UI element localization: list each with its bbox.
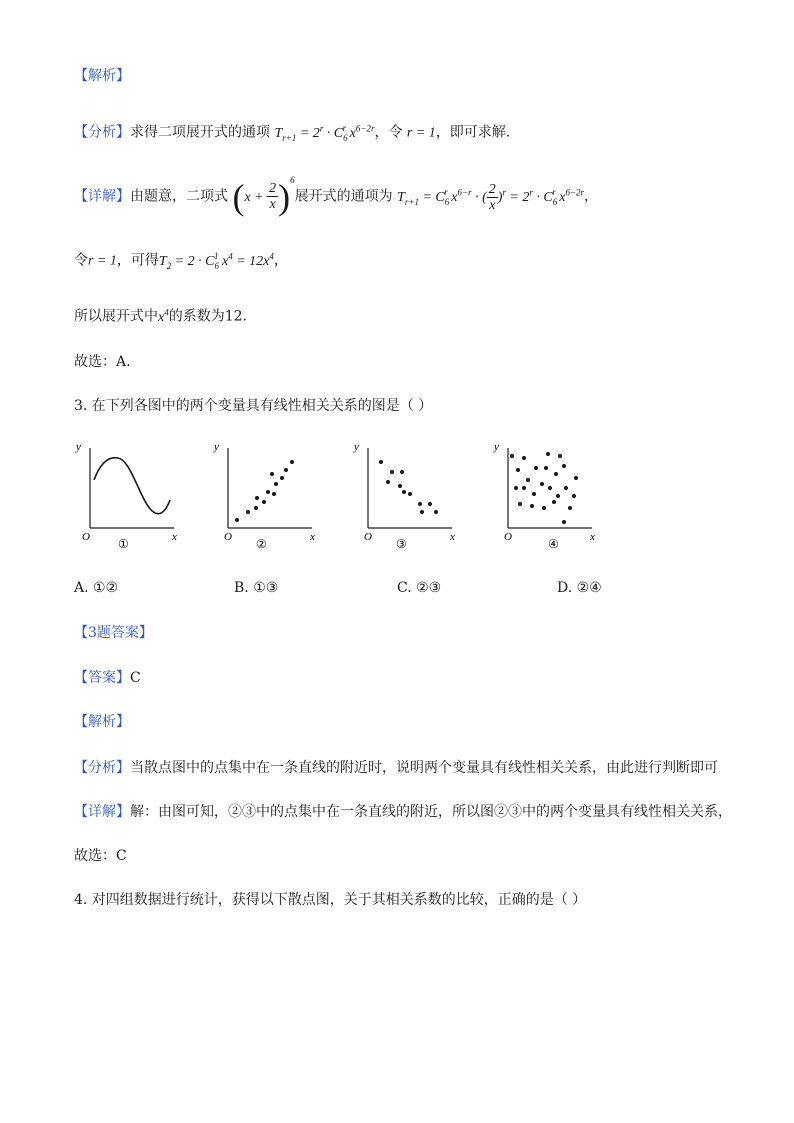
analysis-text-a: 求得二项展开式的通项 bbox=[130, 124, 270, 141]
q3-analysis-header: 【解析】 bbox=[74, 714, 130, 730]
detail-text-a: 由题意，二项式 bbox=[130, 188, 228, 205]
t2-formula: $T_2 = 2 \cdot C_6^1$ $x^4 = 12x^4$ bbox=[158, 251, 274, 271]
let-r-equals-1: r = 1 bbox=[88, 253, 117, 269]
let-text-c: ， bbox=[273, 252, 288, 269]
q2-detail-line bbox=[74, 172, 598, 221]
detail-label: 【详解】 bbox=[74, 188, 130, 205]
q3-answer-line bbox=[74, 668, 141, 688]
q3-detail-text: 解：由图可知，②③中的点集中在一条直线的附近，所以图②③中的两个变量具有线性相关关系， bbox=[130, 804, 732, 820]
plot-2-x-label: x bbox=[310, 531, 315, 543]
plot-2-points bbox=[235, 460, 294, 522]
plot-1-curve bbox=[94, 458, 170, 514]
let-text-b: ，可得 bbox=[116, 252, 159, 269]
q3-analysis-line bbox=[74, 758, 718, 778]
q2-let-line bbox=[74, 246, 288, 275]
analysis-text-b: ，令 bbox=[374, 124, 403, 141]
choice-d: D. ②④ bbox=[557, 580, 602, 596]
q2-analysis-line bbox=[74, 118, 510, 147]
q3-detail-label: 【详解】 bbox=[74, 804, 130, 820]
analysis-label: 【分析】 bbox=[74, 124, 130, 141]
plot-4-x-label: x bbox=[590, 531, 595, 543]
plot-1-y-label: y bbox=[76, 441, 81, 453]
plot-4-y-label: y bbox=[494, 441, 499, 453]
plot-3-y-label: y bbox=[354, 441, 359, 453]
plot-4-origin: O bbox=[504, 531, 512, 543]
r-equals-1: r = 1 bbox=[406, 125, 436, 141]
answer-value: C bbox=[130, 670, 141, 686]
plot-1-x-label: x bbox=[172, 531, 177, 543]
plot-4 bbox=[490, 436, 600, 560]
plot-3-origin: O bbox=[364, 531, 372, 543]
choice-c: C. ②③ bbox=[397, 580, 442, 596]
q3-choice-line: 故选：C bbox=[74, 848, 127, 864]
plot-3 bbox=[350, 436, 460, 560]
let-text-a: 令 bbox=[74, 252, 88, 269]
plot-2-y-label: y bbox=[214, 441, 219, 453]
choice-b: B. ①③ bbox=[234, 580, 279, 596]
q2-conclusion-line bbox=[74, 302, 247, 328]
plot-1-origin: O bbox=[82, 531, 90, 543]
plot-2-origin: O bbox=[224, 531, 232, 543]
plot-3-x-label: x bbox=[450, 531, 455, 543]
plot-3-label: ③ bbox=[396, 537, 407, 551]
binomial-expression: (x + $\frac{2}{x}$ )$^6$ bbox=[232, 175, 295, 217]
general-term-formula: $T_{r+1} = 2^r \cdot C_6^r$ $x^{6-2r}$ bbox=[274, 123, 375, 143]
q4-question: 4. 对四组数据进行统计，获得以下散点图，关于其相关系数的比较，正确的是（ ） bbox=[74, 892, 587, 908]
x4-term: $x^4$ bbox=[158, 307, 169, 325]
detail-text-b: 展开式的通项为 bbox=[294, 188, 393, 205]
detail-formula: $T_{r+1} = C_6^r$ $x^{6-r}$ · ( $\frac{2}{x}$ )$^r = 2^r \cdot C_6^r$ $x^{6-2r}$ bbox=[397, 181, 585, 213]
analysis-header: 【解析】 bbox=[74, 68, 130, 84]
conclusion-text-a: 所以展开式中 bbox=[74, 308, 158, 325]
choice-a: A. ①② bbox=[74, 580, 119, 596]
plot-1-label: ① bbox=[118, 537, 129, 551]
q3-answer-section: 【3题答案】 bbox=[74, 625, 153, 641]
q3-question: 3. 在下列各图中的两个变量具有线性相关关系的图是（ ） bbox=[74, 398, 433, 414]
q3-detail-line bbox=[74, 802, 732, 822]
plot-2 bbox=[210, 436, 320, 560]
q2-choice-line: 故选：A. bbox=[74, 354, 131, 370]
conclusion-text-b: 的系数为12. bbox=[168, 308, 247, 325]
q3-analysis-label: 【分析】 bbox=[74, 760, 130, 776]
plot-4-label: ④ bbox=[548, 537, 559, 551]
detail-text-c: ， bbox=[584, 188, 599, 205]
plot-1 bbox=[72, 436, 182, 560]
q3-analysis-text: 当散点图中的点集中在一条直线的附近时，说明两个变量具有线性相关关系，由此进行判断即可 bbox=[130, 760, 718, 776]
plot-3-points bbox=[379, 460, 438, 514]
answer-label: 【答案】 bbox=[74, 670, 130, 686]
analysis-text-c: ，即可求解. bbox=[435, 124, 511, 141]
plot-2-label: ② bbox=[256, 537, 267, 551]
plot-4-points bbox=[510, 452, 578, 524]
